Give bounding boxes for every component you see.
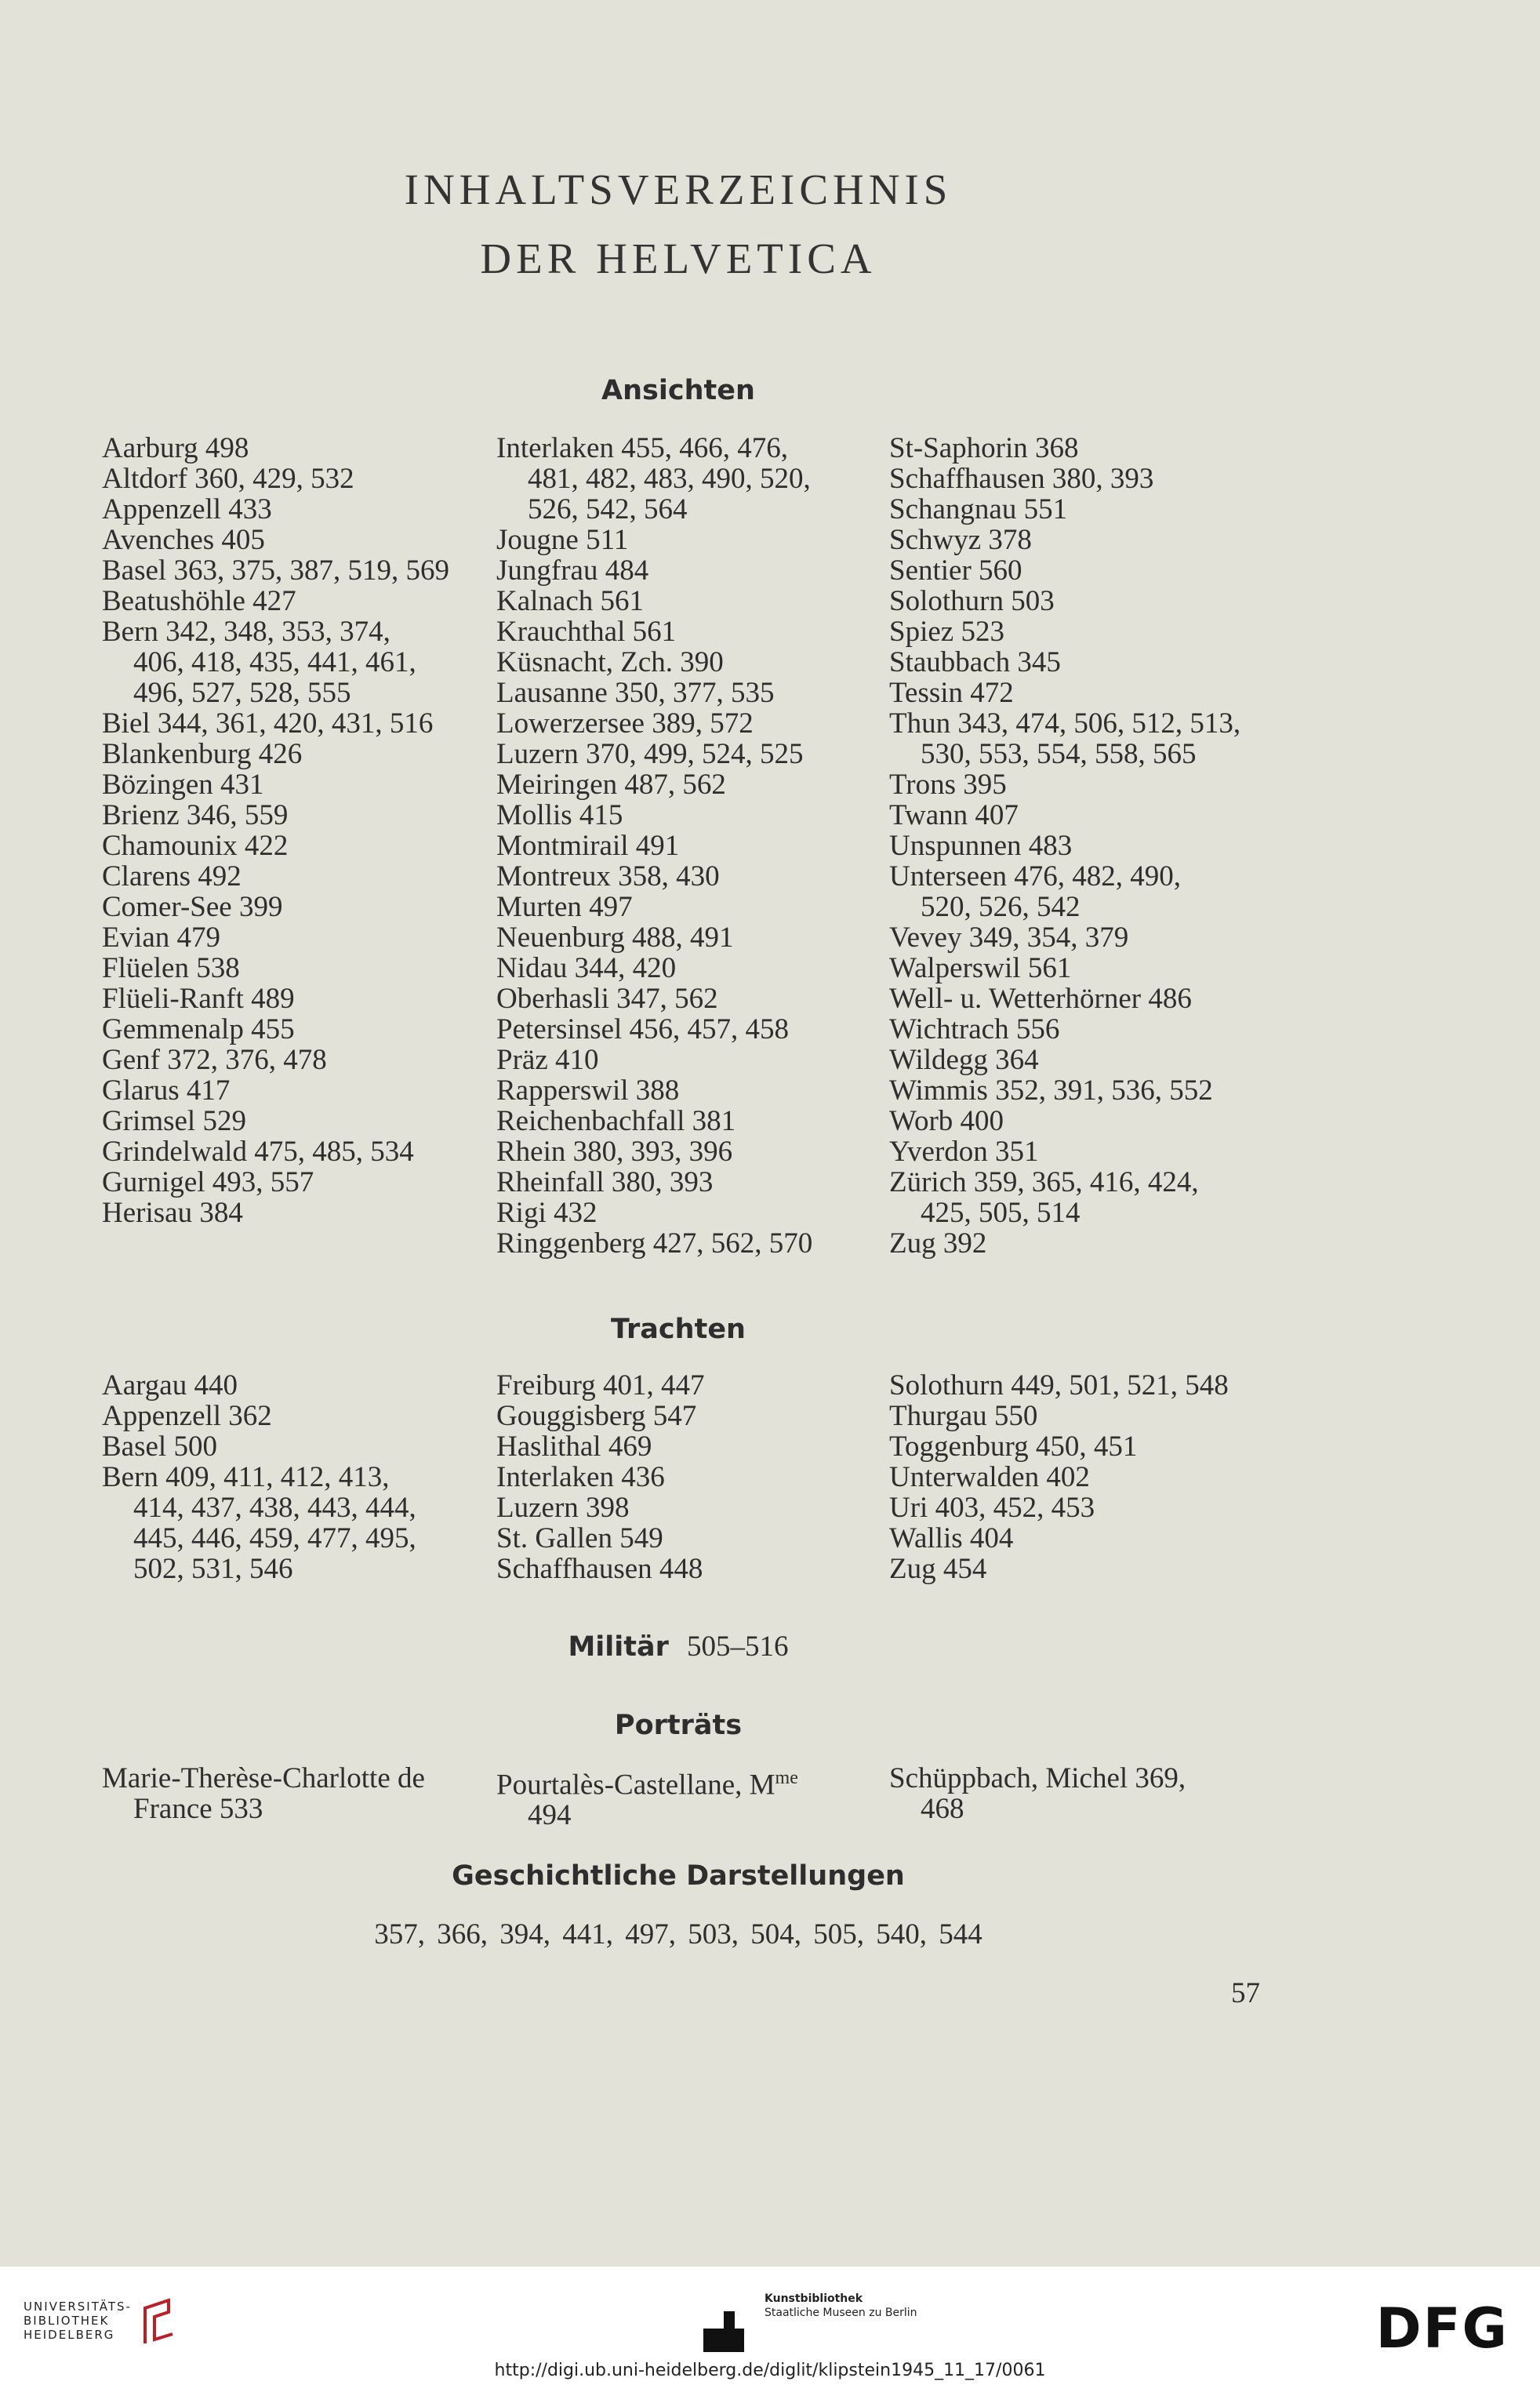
index-entry: Herisau 384 [102,1197,243,1229]
index-entry: Spiez 523 [889,616,1004,648]
index-entry: Toggenburg 450, 451 [889,1431,1138,1463]
index-entry: Interlaken 455, 466, 476, [496,432,788,464]
section-heading-trachten: Trachten [611,1314,746,1345]
index-entry: Schaffhausen 448 [496,1553,703,1585]
ansichten-column-1 [102,433,449,1228]
index-entry: Solothurn 449, 501, 521, 548 [889,1369,1229,1402]
index-entry: Evian 479 [102,922,221,954]
index-entry: Trons 395 [889,769,1007,801]
portraet-name: Pourtalès-Castellane, M [496,1769,775,1801]
portraet-line: 468 [921,1793,964,1825]
index-entry: Flüeli-Ranft 489 [102,983,295,1015]
index-entry: Unterwalden 402 [889,1461,1090,1493]
index-entry: Schangnau 551 [889,493,1068,525]
index-entry: Jungfrau 484 [496,554,649,587]
index-entry: Basel 500 [102,1431,217,1463]
index-entry: 481, 482, 483, 490, 520, [528,463,811,495]
index-entry: Unspunnen 483 [889,830,1073,862]
index-entry: Bözingen 431 [102,769,264,801]
index-entry: Oberhasli 347, 562 [496,983,718,1015]
index-entry: Comer-See 399 [102,891,283,923]
index-entry: Haslithal 469 [496,1431,652,1463]
index-entry: St-Saphorin 368 [889,432,1079,464]
index-entry: Kalnach 561 [496,585,645,617]
index-entry: 406, 418, 435, 441, 461, [133,646,416,678]
index-entry: Aarburg 498 [102,432,249,464]
portraet-line: France 533 [133,1793,263,1825]
dfg-logo: DFG [1375,2296,1509,2361]
index-entry: Brienz 346, 559 [102,799,289,831]
ansichten-column-2 [496,433,812,1259]
portraets-column-2 [496,1763,798,1831]
ub-line: BIBLIOTHEK [24,2314,110,2328]
trachten-column-2 [496,1370,705,1584]
index-entry: Beatushöhle 427 [102,585,296,617]
index-entry: 425, 505, 514 [921,1197,1081,1229]
index-entry: Rhein 380, 393, 396 [496,1136,733,1168]
section-militaer [0,1630,1357,1663]
source-url[interactable]: http://digi.ub.uni-heidelberg.de/diglit/klipstein1945_11_17/0061 [494,2361,1046,2380]
title-line-2: DER HELVETICA [480,235,877,282]
section-heading-geschichtliche: Geschichtliche Darstellungen [452,1860,905,1892]
index-entry: Schaffhausen 380, 393 [889,463,1154,495]
title-line-1: INHALTSVERZEICHNIS [404,165,953,213]
index-entry: St. Gallen 549 [496,1522,663,1554]
index-entry: Neuenburg 488, 491 [496,922,734,954]
index-entry: Gurnigel 493, 557 [102,1166,314,1198]
index-entry: Jougne 511 [496,524,629,556]
index-entry: Schwyz 378 [889,524,1032,556]
index-entry: Clarens 492 [102,860,242,893]
ansichten-column-3 [889,433,1240,1259]
index-entry: Aargau 440 [102,1369,238,1402]
index-entry: Solothurn 503 [889,585,1055,617]
index-entry: 502, 531, 546 [133,1553,293,1585]
index-entry: Petersinsel 456, 457, 458 [496,1013,790,1045]
index-entry: Yverdon 351 [889,1136,1039,1168]
index-entry: Gemmenalp 455 [102,1013,295,1045]
index-entry: Wildegg 364 [889,1044,1039,1076]
page-number: 57 [1231,1977,1260,2009]
index-entry: Wichtrach 556 [889,1013,1060,1045]
section-heading-ansichten: Ansichten [601,375,755,406]
index-entry: Gouggisberg 547 [496,1400,697,1432]
index-entry: Twann 407 [889,799,1019,831]
index-entry: Präz 410 [496,1044,599,1076]
index-entry: Lausanne 350, 377, 535 [496,677,775,709]
ub-line: UNIVERSITÄTS- [24,2300,132,2314]
index-entry: Sentier 560 [889,554,1022,587]
index-entry: Lowerzersee 389, 572 [496,707,754,740]
index-entry: 496, 527, 528, 555 [133,677,351,709]
index-entry: 445, 446, 459, 477, 495, [133,1522,416,1554]
index-entry: Worb 400 [889,1105,1004,1137]
index-entry: Grimsel 529 [102,1105,246,1137]
index-entry: Flüelen 538 [102,952,240,984]
portraet-line [496,1763,798,1800]
index-entry: Freiburg 401, 447 [496,1369,705,1402]
kunstbibliothek-logo-text [765,2292,917,2320]
index-entry: 414, 437, 438, 443, 444, [133,1492,416,1524]
portraet-line: 494 [528,1799,572,1832]
militaer-heading: Militär [568,1631,669,1663]
index-entry: Altdorf 360, 429, 532 [102,463,354,495]
index-entry: Genf 372, 376, 478 [102,1044,327,1076]
index-entry: Reichenbachfall 381 [496,1105,736,1137]
index-entry: Blankenburg 426 [102,738,303,770]
index-entry: Grindelwald 475, 485, 534 [102,1136,414,1168]
index-entry: Glarus 417 [102,1074,231,1107]
index-entry: Basel 363, 375, 387, 519, 569 [102,554,449,587]
geschichtliche-pages: 357, 366, 394, 441, 497, 503, 504, 505, 540, 544 [374,1918,982,1951]
ub-heidelberg-logo-text [24,2300,132,2342]
index-entry: Murten 497 [496,891,633,923]
portraet-superscript: me [775,1768,798,1788]
kb-line: Staatliche Museen zu Berlin [765,2307,917,2319]
index-entry: Thurgau 550 [889,1400,1038,1432]
portraet-line: Marie-Therèse-Charlotte de [102,1762,425,1794]
index-entry: Wallis 404 [889,1522,1014,1554]
index-entry: Bern 342, 348, 353, 374, [102,616,390,648]
ub-heidelberg-logo-icon [137,2296,184,2351]
index-entry: Luzern 370, 499, 524, 525 [496,738,804,770]
index-entry: 530, 553, 554, 558, 565 [921,738,1197,770]
index-entry: Meiringen 487, 562 [496,769,726,801]
index-entry: Interlaken 436 [496,1461,665,1493]
index-entry: Krauchthal 561 [496,616,677,648]
index-entry: Appenzell 362 [102,1400,272,1432]
index-entry: Zürich 359, 365, 416, 424, [889,1166,1199,1198]
index-entry: Tessin 472 [889,677,1014,709]
index-entry: 520, 526, 542 [921,891,1081,923]
kb-line: Kunstbibliothek [765,2292,863,2305]
index-entry: Well- u. Wetterhörner 486 [889,983,1192,1015]
index-entry: Mollis 415 [496,799,623,831]
index-entry: Rheinfall 380, 393 [496,1166,714,1198]
index-entry: Staubbach 345 [889,646,1061,678]
index-entry: Unterseen 476, 482, 490, [889,860,1181,893]
index-entry: Wimmis 352, 391, 536, 552 [889,1074,1213,1107]
index-entry: 526, 542, 564 [528,493,688,525]
index-entry: Walperswil 561 [889,952,1072,984]
portraets-column-1 [102,1763,425,1824]
index-entry: Avenches 405 [102,524,265,556]
kunstbibliothek-logo-icon [702,2310,747,2355]
militaer-pages: 505–516 [687,1631,789,1663]
index-entry: Montreux 358, 430 [496,860,720,893]
index-entry: Biel 344, 361, 420, 431, 516 [102,707,434,740]
footer-bar [0,2267,1540,2385]
trachten-column-1 [102,1370,416,1584]
index-entry: Montmirail 491 [496,830,680,862]
index-entry: Luzern 398 [496,1492,630,1524]
index-entry: Thun 343, 474, 506, 512, 513, [889,707,1241,740]
portraets-column-3 [889,1763,1186,1824]
ub-line: HEIDELBERG [24,2328,115,2342]
trachten-column-3 [889,1370,1229,1584]
index-entry: Appenzell 433 [102,493,272,525]
index-entry: Rigi 432 [496,1197,597,1229]
index-entry: Vevey 349, 354, 379 [889,922,1129,954]
index-entry: Zug 392 [889,1227,987,1260]
index-entry: Bern 409, 411, 412, 413, [102,1461,390,1493]
portraet-line: Schüppbach, Michel 369, [889,1762,1186,1794]
index-entry: Küsnacht, Zch. 390 [496,646,724,678]
index-entry: Nidau 344, 420 [496,952,677,984]
section-heading-portraets: Porträts [614,1710,743,1741]
index-entry: Uri 403, 452, 453 [889,1492,1095,1524]
index-entry: Ringgenberg 427, 562, 570 [496,1227,813,1260]
index-entry: Rapperswil 388 [496,1074,680,1107]
index-entry: Chamounix 422 [102,830,289,862]
index-entry: Zug 454 [889,1553,987,1585]
